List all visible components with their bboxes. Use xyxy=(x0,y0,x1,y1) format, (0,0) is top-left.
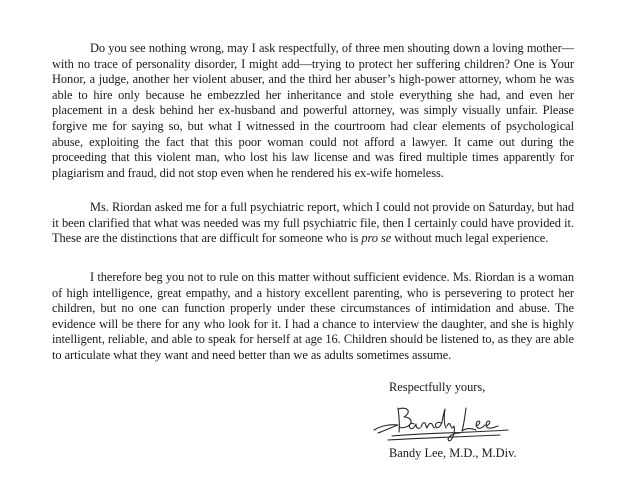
handwritten-signature xyxy=(368,400,518,446)
paragraph-3: I therefore beg you not to rule on this matter without sufficient evidence. Ms. Riordan is a woman of high intelligence, great empathy, and a history excellent parenting, who is persevering to protect her children, but no one can function properly under these circumstances of intimidation and abuse. The evidence will be there for any who look for it. I had a chance to interview the daughter, and she is highly intelligent, reliable, and able to speak for herself at age 16. Children should be listened to, as they are able to articulate what they want and need better than we as adults sometimes assume. xyxy=(52,270,574,362)
paragraph-1: Do you see nothing wrong, may I ask respectfully, of three men shouting down a loving mother—with no trace of personality disorder, I might add—trying to protect her suffering children? One is Your Honor, a judge, another her violent abuser, and the third her abuser’s high-power attorney, whom he was able to hire only because he embezzled her inheritance and stole everything she had, and even her placement in a desk behind her ex-husband and powerful attorney, was simply visually unfair. Please forgive me for saying so, but what I witnessed in the courtroom had clear elements of psychological abuse, exploiting the fact that this poor woman could not afford a lawyer. It came out during the proceeding that this violent man, who lost his law license and was fired multiple times apparently for plagiarism and fraud, did not stop even when he rendered his ex-wife homeless. xyxy=(52,41,574,180)
signer-name: Bandy Lee, M.D., M.Div. xyxy=(389,446,517,460)
closing-salutation: Respectfully yours, xyxy=(389,380,486,394)
paragraph-2-text-end: without much legal experience. xyxy=(391,231,549,246)
paragraph-2-italic-term: pro se xyxy=(361,231,392,246)
paragraph-2-text-start: Ms. Riordan asked me for a full psychiatric report, which I could not provide on Saturday, but had it been clarified that what was needed was my full psychiatric file, then I certainly could have provided it. These are the distinctions that are difficult for someone who is xyxy=(52,200,574,246)
paragraph-2 xyxy=(52,200,574,247)
